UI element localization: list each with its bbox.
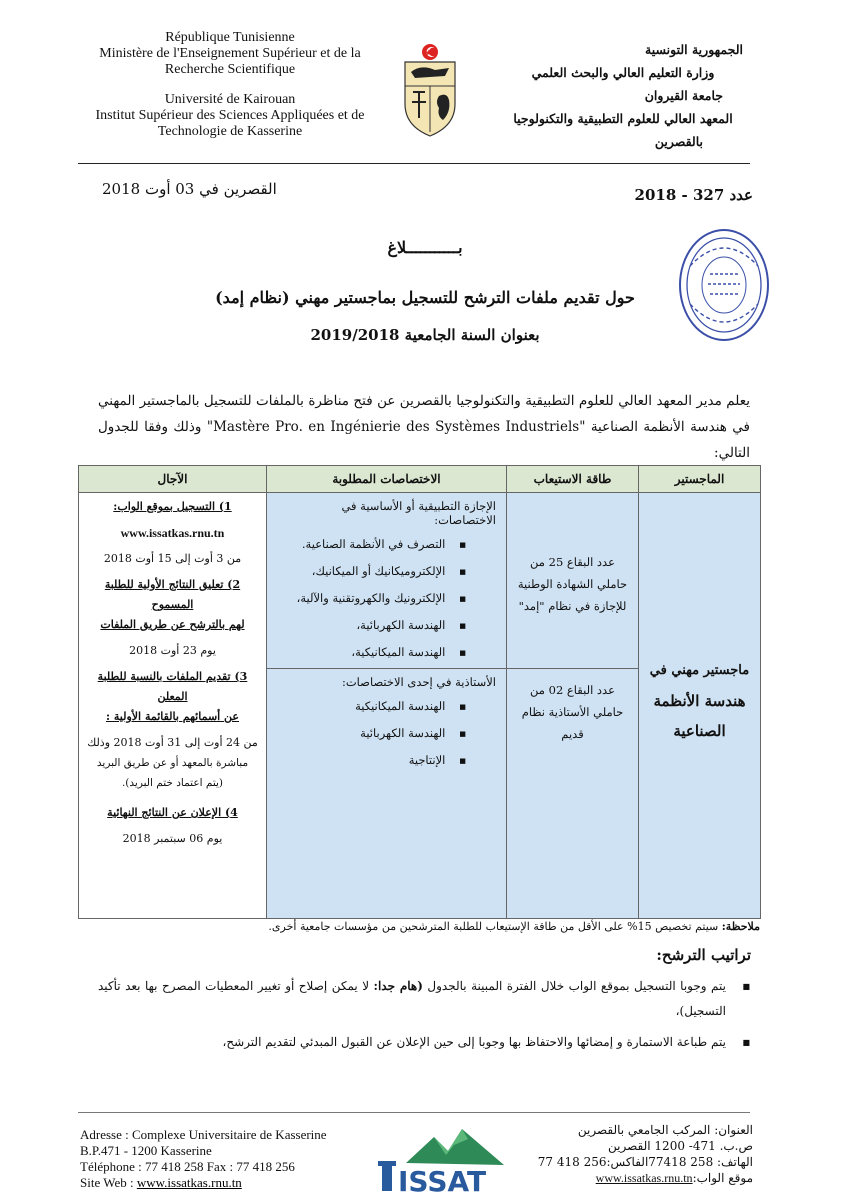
header-ar-line5: بالقصرين [654,134,703,149]
header-ar-line1: الجمهورية التونسية [645,42,743,57]
header-fr-line4: Université de Kairouan [164,92,296,107]
header-fr-line1: République Tunisienne [165,30,295,45]
header-fr-line5: Institut Supérieur des Sciences Appliquées et de [95,108,365,123]
deadline-3-mode: مباشرة بالمعهد أو عن طريق البريد [96,757,249,769]
order-item-1b: (هام جدا: [373,979,423,993]
order-item-2: يتم طباعة الاستمارة و إمضائها والاحتفاظ بها وجوبا إلى حين الإعلان عن القبول المبدئي لتقديم الترشح، [222,1035,726,1049]
header-fr-line2: Ministère de l'Enseignement Supérieur et de la [99,46,361,61]
place-date: القصرين في 03 أوت 2018 [102,180,277,198]
note [80,920,760,933]
table-row [79,493,761,669]
footer-ar-bp: ص.ب. 471- 1200 القصرين [608,1139,753,1153]
deadlines-cell [79,493,267,919]
list-item: ■ التصرف في الأنظمة الصناعية. [267,531,466,558]
registration-url[interactable]: www.issatkas.rnu.tn [120,526,225,540]
header-fr-line3: Recherche Scientifique [164,62,296,77]
footer-fr-tel: Téléphone : 77 418 258 Fax : 77 418 256 [80,1159,295,1174]
header-ar-line3: جامعة القيروان [644,88,723,103]
list-item: ■ الإنتاجية [267,747,466,774]
spec2-list [267,693,506,774]
footer-fr-web-label: Site Web : [80,1175,137,1190]
deadline-2-date: يوم 23 أوت 2018 [129,644,216,657]
footer-french [80,1127,327,1191]
order-item-1a: يتم وجوبا التسجيل بموقع الواب خلال الفترة المبينة بالجدول [422,979,727,993]
list-item: ■ الهندسة الميكانيكية، [267,639,466,666]
deadline-2-title-a: 2) تعليق النتائج الأولية للطلبة المسموح [104,578,241,611]
list-item: ■ الهندسة الكهربائية [267,720,466,747]
footer-ar-tel: الهاتف: 258 77418الفاكس:256 418 77 [537,1155,753,1169]
deadline-3-note: (يتم اعتماد ختم البريد). [121,777,224,789]
footer-fr-web-link[interactable]: www.issatkas.rnu.tn [136,1175,242,1190]
list-item: ■ الإلكتروميكانيك أو الميكانيك، [267,558,466,585]
header-arabic [473,38,773,153]
specialties-cell-2 [267,669,507,919]
footer-arabic [513,1122,753,1186]
deadline-1-dates: من 3 أوت إلى 15 أوت 2018 [103,552,242,565]
announcement-title: بـــــــــــلاغ [387,238,463,257]
list-item: ■ الهندسة الكهربائية، [267,612,466,639]
deadline-4-title: 4) الإعلان عن النتائج النهائية [107,806,238,819]
footer-ar-web-link[interactable]: www.issatkas.rnu.tn [595,1171,693,1185]
specialties-cell-1 [267,493,507,669]
table-header-row [79,466,761,493]
note-label: ملاحظة: [721,920,760,933]
master-cell [639,493,761,919]
order-list [98,974,750,1061]
tunisia-coat-of-arms-icon [395,42,465,140]
footer-ar-web [513,1170,753,1186]
order-title: تراتيب الترشح: [656,946,751,964]
capacity-cell-2 [507,669,639,919]
deadlines-content [79,493,266,853]
deadline-3-title-a: 3) تقديم الملفات بالنسبة للطلبة المعلن [97,670,248,703]
header-ar-line2: وزارة التعليم العالي والبحث العلمي [531,65,715,80]
capacity-2: عدد البقاع 02 من حاملي الأستاذية نظام قديم [521,683,624,741]
deadline-3-dates: من 24 أوت إلى 31 أوت 2018 وذلك [87,736,258,749]
deadline-2-title-b: لهم بالترشح عن طريق الملفات [100,618,245,631]
header-ar-line4: المعهد العالي للعلوم التطبيقية والتكنولوجيا [513,111,733,126]
header-master: الماجستير [639,466,761,493]
footer-ar-address: العنوان: المركب الجامعي بالقصرين [577,1123,753,1137]
footer-fr-web [80,1175,327,1191]
header-fr-line6: Technologie de Kasserine [157,124,303,139]
note-text: سيتم تخصيص 15% على الأقل من طاقة الإستيعاب للطلبة المترشحين من مؤسسات جامعية أخرى. [268,920,722,933]
master-line3: الصناعية [673,722,726,740]
header-specialties: الاختصاصات المطلوبة [267,466,507,493]
header-deadlines: الآجال [79,466,267,493]
footer-fr-bp: B.P.471 - 1200 Kasserine [80,1143,212,1158]
list-item: ■ الإلكترونيك والكهروتقنية والآلية، [267,585,466,612]
list-item [98,974,750,1024]
admission-table [78,465,761,919]
academic-year-title: بعنوان السنة الجامعية 2019/2018 [310,326,540,344]
deadline-4-date: يوم 06 سبتمبر 2018 [122,832,223,845]
footer-ar-web-label: موقع الواب: [692,1171,753,1185]
header-french [70,30,390,140]
capacity-1: عدد البقاع 25 من حاملي الشهادة الوطنية للإجازة في نظام "إمد" [517,555,628,613]
logo-text: ISSAT [398,1165,487,1195]
main-title: حول تقديم ملفات الترشح للتسجيل بماجستير مهني (نظام إمد) [215,288,635,307]
footer-fr-address: Adresse : Complexe Universitaire de Kasserine [80,1127,327,1142]
header-divider [78,163,750,164]
deadline-3-title-b: عن أسمائهم بالقائمة الأولية : [106,710,239,723]
list-item: ■ الهندسة الميكانيكية [267,693,466,720]
master-line2: هندسة الأنظمة [653,692,746,710]
issat-logo-icon [376,1125,526,1195]
spec2-head: الأستاذية في إحدى الاختصاصات: [341,675,496,689]
list-item [98,1030,750,1055]
spec1-list [267,531,506,666]
header-capacity: طاقة الاستيعاب [507,466,639,493]
reference-number: عدد 327 - 2018 [634,186,753,204]
capacity-cell-1 [507,493,639,669]
master-line1: ماجستير مهني في [649,663,750,678]
order-item-1c: لا يمكن إصلاح أو تغيير المعطيات المصرح بها بعد تأكيد التسجيل)، [98,979,726,1018]
intro-paragraph: يعلم مدير المعهد العالي للعلوم التطبيقية والتكنولوجيا بالقصرين عن فتح مناظرة بالملفات للتسجيل بالماجستير المهني في هندسة الأنظمة الصناعية "Mastère Pro. en Ingénierie des Systèmes Industriels" وذلك وفقا للجدول التالي: [98,393,751,461]
deadline-1-title: 1) التسجيل بموقع الواب: [113,500,232,513]
footer-divider [78,1112,750,1113]
spec1-head: الإجازة التطبيقية أو الأساسية في الاختصاصات: [341,499,496,527]
